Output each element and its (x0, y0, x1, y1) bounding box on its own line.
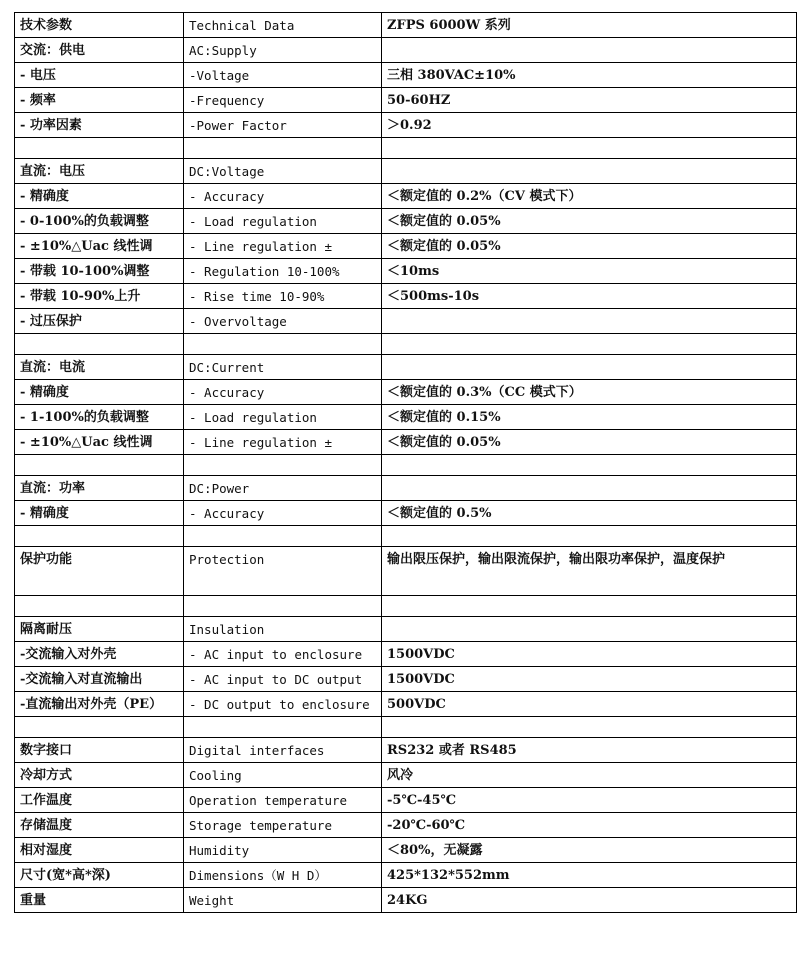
table-cell: - Load regulation (184, 405, 382, 430)
table-cell (382, 526, 797, 547)
table-cell: - 频率 (15, 88, 184, 113)
table-cell: Dimensions（W H D） (184, 863, 382, 888)
table-cell: - AC input to DC output (184, 667, 382, 692)
table-cell: - Accuracy (184, 380, 382, 405)
table-cell: 保护功能 (15, 547, 184, 596)
table-row (15, 380, 797, 405)
table-row-protection (15, 547, 797, 596)
table-cell: -直流输出对外壳（PE） (15, 692, 184, 717)
table-row (15, 642, 797, 667)
table-row (15, 476, 797, 501)
table-row-header (15, 13, 797, 38)
table-row (15, 88, 797, 113)
table-cell: - 电压 (15, 63, 184, 88)
table-cell (184, 334, 382, 355)
table-cell: - Rise time 10-90% (184, 284, 382, 309)
table-cell (382, 455, 797, 476)
table-row-blank (15, 334, 797, 355)
table-cell: - ±10%△Uac 线性调 (15, 234, 184, 259)
table-cell: ＜额定值的 0.15% (382, 405, 797, 430)
table-row-blank (15, 138, 797, 159)
table-cell: - 0-100%的负载调整 (15, 209, 184, 234)
table-cell (184, 138, 382, 159)
table-cell: 相对湿度 (15, 838, 184, 863)
table-row-blank (15, 455, 797, 476)
table-cell: -20℃-60℃ (382, 813, 797, 838)
table-row (15, 259, 797, 284)
table-row (15, 184, 797, 209)
table-row (15, 209, 797, 234)
table-cell: - Line regulation ± (184, 234, 382, 259)
table-cell: ＜500ms-10s (382, 284, 797, 309)
table-cell: - Accuracy (184, 184, 382, 209)
table-row (15, 738, 797, 763)
table-cell: - ±10%△Uac 线性调 (15, 430, 184, 455)
table-cell: Operation temperature (184, 788, 382, 813)
table-cell: 交流：供电 (15, 38, 184, 63)
table-cell (15, 138, 184, 159)
table-row (15, 788, 797, 813)
table-cell: - 带载 10-90%上升 (15, 284, 184, 309)
table-cell (382, 159, 797, 184)
table-cell: -交流输入对外壳 (15, 642, 184, 667)
table-cell: Weight (184, 888, 382, 913)
table-cell (184, 455, 382, 476)
table-cell (382, 334, 797, 355)
table-cell: ＞0.92 (382, 113, 797, 138)
table-cell: 存储温度 (15, 813, 184, 838)
table-cell: - Regulation 10-100% (184, 259, 382, 284)
table-cell (15, 455, 184, 476)
table-row (15, 863, 797, 888)
table-row-blank (15, 526, 797, 547)
table-cell (184, 717, 382, 738)
table-row (15, 888, 797, 913)
table-cell: - 功率因素 (15, 113, 184, 138)
table-cell (15, 596, 184, 617)
table-cell (15, 334, 184, 355)
table-row (15, 617, 797, 642)
table-cell: 隔离耐压 (15, 617, 184, 642)
table-cell: 1500VDC (382, 642, 797, 667)
table-cell: Protection (184, 547, 382, 596)
table-row (15, 763, 797, 788)
table-cell (382, 38, 797, 63)
table-cell: - 过压保护 (15, 309, 184, 334)
table-cell (15, 526, 184, 547)
table-cell: - Accuracy (184, 501, 382, 526)
table-row (15, 355, 797, 380)
table-cell (382, 355, 797, 380)
table-cell: ZFPS 6000W 系列 (382, 13, 797, 38)
table-row (15, 159, 797, 184)
table-cell: 输出限压保护，输出限流保护，输出限功率保护，温度保护 (382, 547, 797, 596)
table-cell: - Overvoltage (184, 309, 382, 334)
table-cell: AC:Supply (184, 38, 382, 63)
table-row (15, 501, 797, 526)
table-cell: DC:Current (184, 355, 382, 380)
table-row (15, 405, 797, 430)
table-cell: - Load regulation (184, 209, 382, 234)
table-cell: 重量 (15, 888, 184, 913)
table-row (15, 667, 797, 692)
table-cell (382, 309, 797, 334)
table-cell: ＜额定值的 0.05% (382, 209, 797, 234)
table-cell: ＜10ms (382, 259, 797, 284)
table-cell: 工作温度 (15, 788, 184, 813)
table-cell: 风冷 (382, 763, 797, 788)
table-row (15, 113, 797, 138)
table-cell: ＜额定值的 0.05% (382, 234, 797, 259)
table-cell (382, 617, 797, 642)
table-row (15, 38, 797, 63)
table-cell: 直流：功率 (15, 476, 184, 501)
table-cell: - Line regulation ± (184, 430, 382, 455)
table-cell (382, 717, 797, 738)
table-cell: 直流：电压 (15, 159, 184, 184)
table-cell: 直流：电流 (15, 355, 184, 380)
technical-data-table (14, 12, 797, 913)
table-cell (184, 596, 382, 617)
table-cell (382, 138, 797, 159)
table-cell: 425*132*552mm (382, 863, 797, 888)
table-cell: Cooling (184, 763, 382, 788)
table-cell: -Power Factor (184, 113, 382, 138)
table-cell: -Voltage (184, 63, 382, 88)
table-cell: ＜80%，无凝露 (382, 838, 797, 863)
table-cell: 1500VDC (382, 667, 797, 692)
table-cell: - DC output to enclosure (184, 692, 382, 717)
table-cell: 24KG (382, 888, 797, 913)
table-cell: 50-60HZ (382, 88, 797, 113)
table-cell: ＜额定值的 0.3%（CC 模式下） (382, 380, 797, 405)
table-cell: - 精确度 (15, 501, 184, 526)
table-row-blank (15, 596, 797, 617)
table-cell: ＜额定值的 0.05% (382, 430, 797, 455)
table-row (15, 63, 797, 88)
table-cell: - 带载 10-100%调整 (15, 259, 184, 284)
table-cell: Storage temperature (184, 813, 382, 838)
table-cell: Insulation (184, 617, 382, 642)
table-cell: Technical Data (184, 13, 382, 38)
table-cell: ＜额定值的 0.5% (382, 501, 797, 526)
table-cell: -5℃-45℃ (382, 788, 797, 813)
table-row (15, 430, 797, 455)
table-row (15, 813, 797, 838)
table-cell: 三相 380VAC±10% (382, 63, 797, 88)
table-cell: RS232 或者 RS485 (382, 738, 797, 763)
table-cell (382, 596, 797, 617)
table-cell: - AC input to enclosure (184, 642, 382, 667)
table-cell: 500VDC (382, 692, 797, 717)
table-cell: Humidity (184, 838, 382, 863)
table-cell: - 1-100%的负载调整 (15, 405, 184, 430)
spec-table-container (14, 12, 797, 913)
table-cell (382, 476, 797, 501)
table-row (15, 309, 797, 334)
table-cell: 数字接口 (15, 738, 184, 763)
table-cell: 冷却方式 (15, 763, 184, 788)
table-cell: -交流输入对直流输出 (15, 667, 184, 692)
table-row (15, 234, 797, 259)
table-cell: 技术参数 (15, 13, 184, 38)
table-row (15, 692, 797, 717)
table-cell (184, 526, 382, 547)
table-cell: Digital interfaces (184, 738, 382, 763)
table-row-blank (15, 717, 797, 738)
table-cell: - 精确度 (15, 184, 184, 209)
table-cell: DC:Voltage (184, 159, 382, 184)
table-cell: - 精确度 (15, 380, 184, 405)
table-cell: ＜额定值的 0.2%（CV 模式下） (382, 184, 797, 209)
table-cell: DC:Power (184, 476, 382, 501)
table-row (15, 284, 797, 309)
table-row (15, 838, 797, 863)
table-cell: 尺寸(宽*高*深) (15, 863, 184, 888)
table-cell: -Frequency (184, 88, 382, 113)
table-cell (15, 717, 184, 738)
